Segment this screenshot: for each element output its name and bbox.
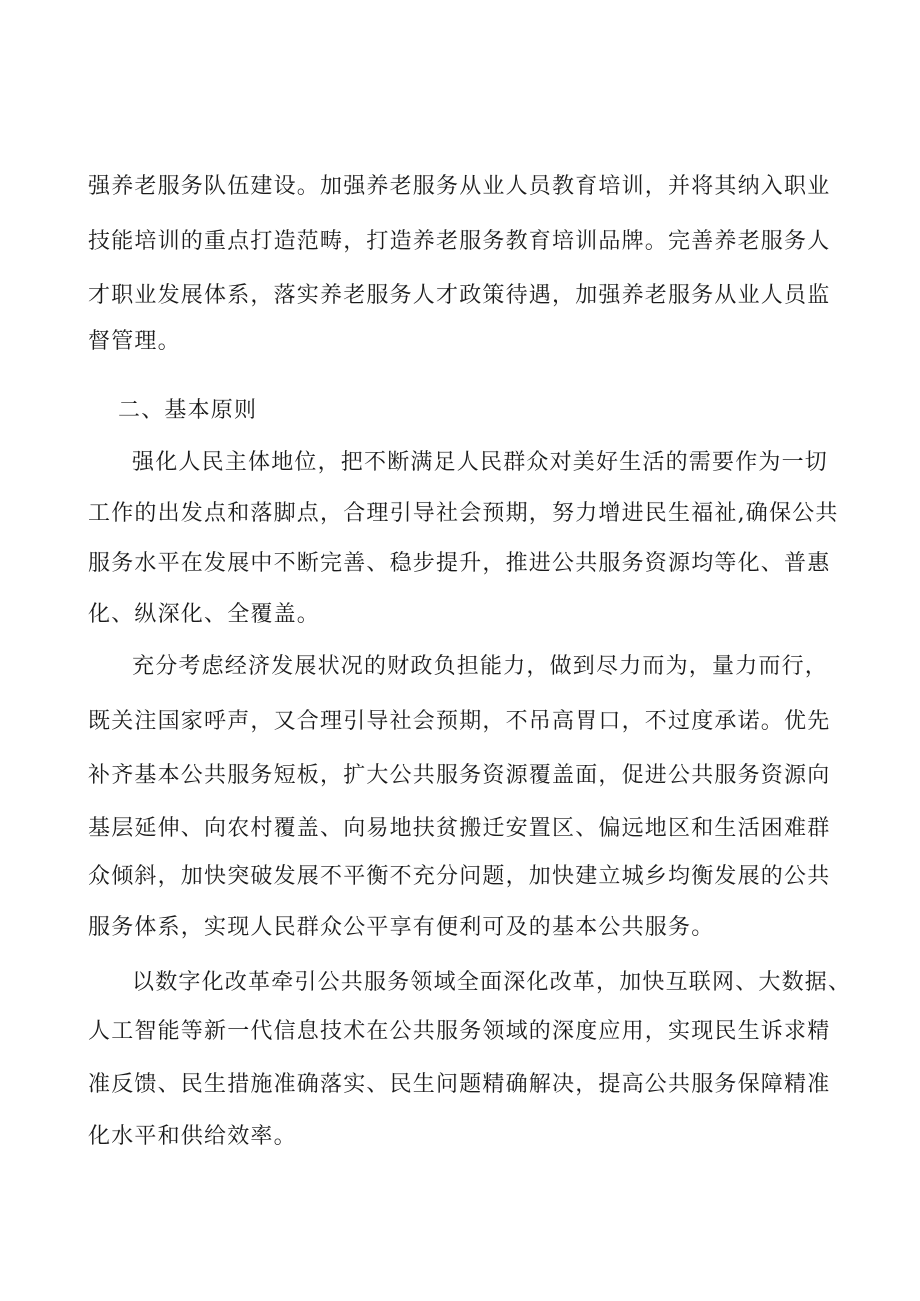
body-text-line: 强养老服务队伍建设。加强养老服务从业人员教育培训，并将其纳入职业 xyxy=(88,174,831,199)
body-text-line: 技能培训的重点打造范畴，打造养老服务教育培训品牌。完善养老服务人 xyxy=(88,229,831,254)
body-text-line: 众倾斜，加快突破发展不平衡不充分问题，加快建立城乡均衡发展的公共 xyxy=(88,864,831,889)
body-text-line: 工作的出发点和落脚点，合理引导社会预期，努力增进民生福祉,确保公共 xyxy=(88,501,839,526)
body-text-line: 强化人民主体地位，把不断满足人民群众对美好生活的需要作为一切 xyxy=(132,450,829,475)
body-text-line: 准反馈、民生措施准确落实、民生问题精确解决，提高公共服务保障精准 xyxy=(88,1072,831,1097)
body-text-line: 基层延伸、向农村覆盖、向易地扶贫搬迁安置区、偏远地区和生活困难群 xyxy=(88,816,831,841)
body-text-line: 既关注国家呼声，又合理引导社会预期，不吊高胃口，不过度承诺。优先 xyxy=(88,709,831,734)
body-text-line: 服务水平在发展中不断完善、稳步提升，推进公共服务资源均等化、普惠 xyxy=(88,551,831,576)
body-text-line: 充分考虑经济发展状况的财政负担能力，做到尽力而为，量力而行， xyxy=(132,654,829,679)
body-text-line: 服务体系，实现人民群众公平享有便利可及的基本公共服务。 xyxy=(88,915,715,940)
body-text-line: 人工智能等新一代信息技术在公共服务领域的深度应用，实现民生诉求精 xyxy=(88,1019,831,1044)
body-text-line: 督管理。 xyxy=(88,329,181,354)
body-text-line: 补齐基本公共服务短板，扩大公共服务资源覆盖面，促进公共服务资源向 xyxy=(88,763,831,788)
body-text-line: 化水平和供给效率。 xyxy=(88,1124,297,1149)
section-heading: 二、基本原则 xyxy=(118,398,258,423)
body-text-line: 化、纵深化、全覆盖。 xyxy=(88,602,321,627)
body-text-line: 才职业发展体系，落实养老服务人才政策待遇，加强养老服务从业人员监 xyxy=(88,283,831,308)
body-text-line: 以数字化改革牵引公共服务领域全面深化改革，加快互联网、大数据、 xyxy=(132,970,852,995)
